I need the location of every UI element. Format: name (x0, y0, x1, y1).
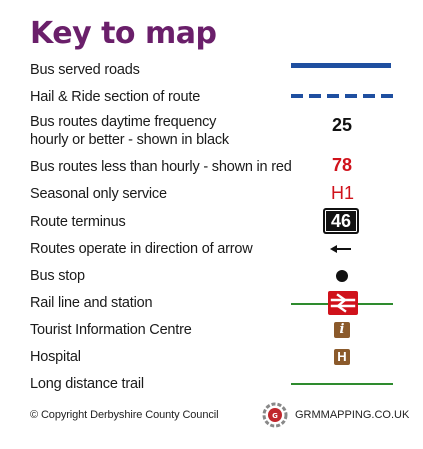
label-hail-and-ride: Hail & Ride section of route (30, 89, 201, 105)
tourist-info-icon: i (334, 322, 350, 338)
national-rail-icon (328, 291, 358, 315)
label-rail-line-station: Rail line and station (30, 295, 153, 311)
dashed-blue-line-symbol (291, 93, 393, 99)
route-number-seasonal: H1 (331, 183, 355, 203)
solid-blue-line-symbol (291, 63, 391, 68)
label-long-distance-trail: Long distance trail (30, 376, 144, 392)
label-seasonal-service: Seasonal only service (30, 186, 167, 202)
label-less-than-hourly: Bus routes less than hourly - shown in red (30, 159, 292, 175)
bus-stop-dot-icon (336, 270, 348, 282)
key-title: Key to map (30, 16, 217, 51)
brand-text: GRMMAPPING.CO.UK (295, 409, 410, 421)
label-frequent-routes-line2: hourly or better - shown in black (30, 132, 229, 148)
svg-text:G: G (272, 412, 278, 420)
copyright-text: © Copyright Derbyshire County Council (30, 409, 219, 421)
label-tourist-info: Tourist Information Centre (30, 322, 192, 338)
route-terminus-badge: 46 (323, 208, 359, 234)
long-distance-trail-symbol (291, 383, 393, 385)
label-bus-stop: Bus stop (30, 268, 85, 284)
grm-logo-icon (260, 402, 290, 428)
label-direction-arrow: Routes operate in direction of arrow (30, 241, 253, 257)
label-route-terminus: Route terminus (30, 214, 126, 230)
hospital-icon: H (334, 349, 350, 365)
arrow-left-icon (330, 244, 352, 254)
route-number-black: 25 (332, 115, 353, 135)
route-number-red: 78 (332, 155, 353, 175)
label-bus-served-roads: Bus served roads (30, 62, 140, 78)
label-frequent-routes-line1: Bus routes daytime frequency (30, 114, 217, 130)
label-hospital: Hospital (30, 349, 81, 365)
